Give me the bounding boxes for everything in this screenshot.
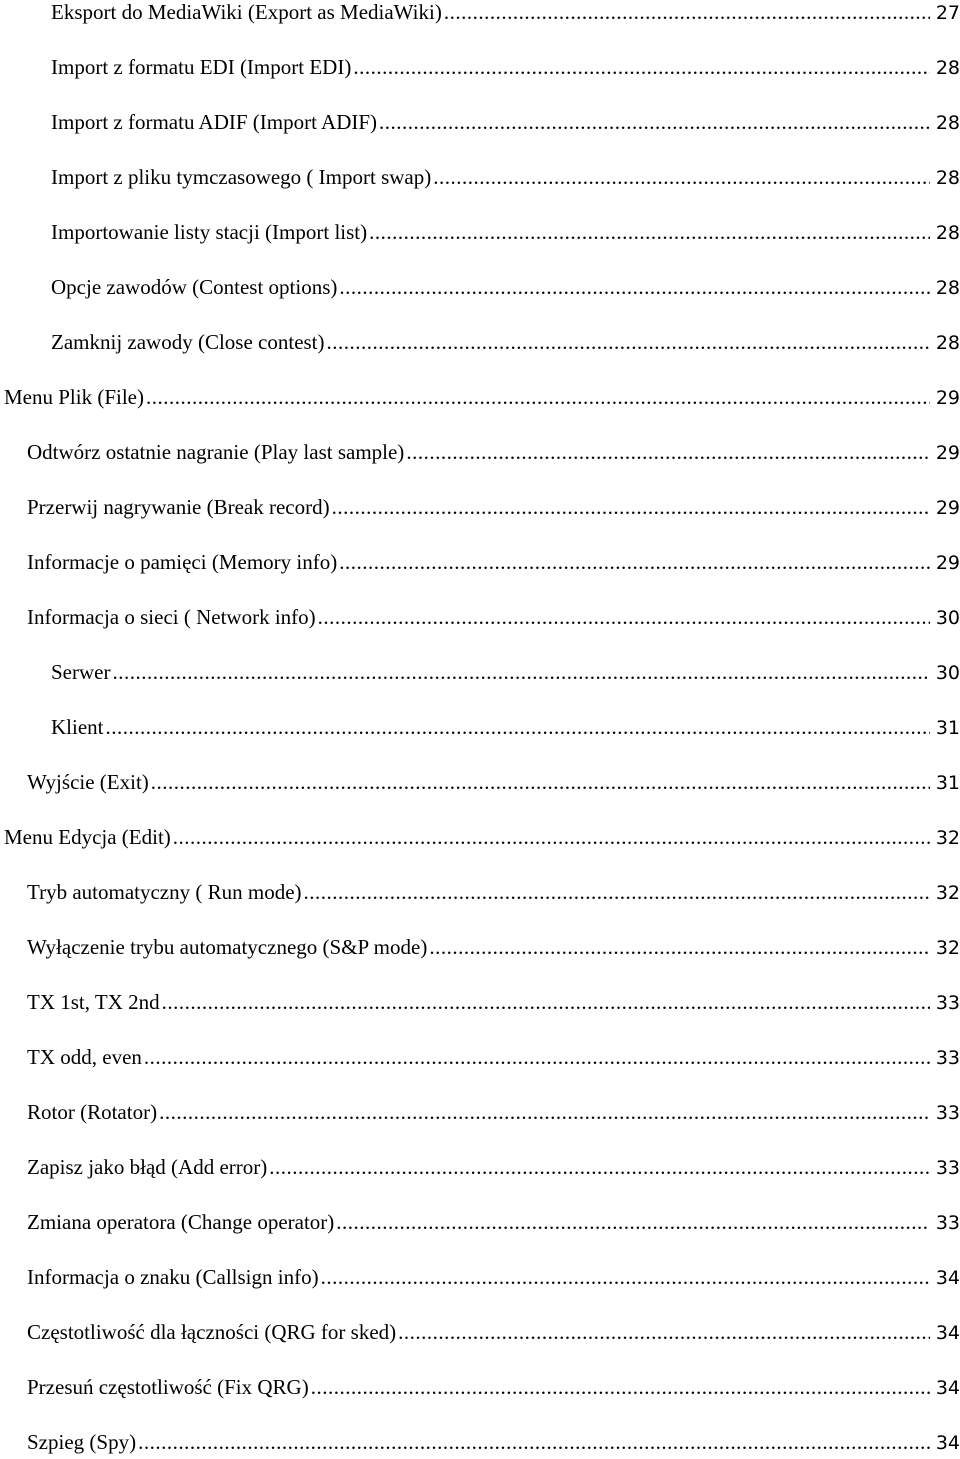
toc-entry-page: 33 (935, 992, 960, 1014)
toc-entry-title: Eksport do MediaWiki (Export as MediaWiki) (51, 0, 442, 24)
toc-dot-leader (159, 1097, 930, 1127)
toc-dot-leader (406, 437, 930, 467)
toc-dot-leader (433, 162, 930, 192)
toc-dot-leader (379, 107, 930, 137)
toc-entry[interactable] (0, 657, 960, 687)
toc-entry-page: 33 (935, 1047, 960, 1069)
toc-entry[interactable] (0, 0, 960, 27)
toc-entry-title: Serwer (51, 660, 111, 684)
toc-entry-page: 29 (935, 552, 960, 574)
toc-entry[interactable] (0, 52, 960, 82)
toc-entry-title: Opcje zawodów (Contest options) (51, 275, 338, 299)
toc-dot-leader (339, 547, 930, 577)
toc-entry-title: Wyjście (Exit) (27, 770, 149, 794)
toc-dot-leader (173, 822, 930, 852)
toc-dot-leader (138, 1427, 930, 1457)
toc-entry[interactable] (0, 1207, 960, 1237)
toc-dot-leader (318, 602, 930, 632)
toc-dot-leader (332, 492, 930, 522)
toc-entry[interactable] (0, 217, 960, 247)
toc-entry-page: 28 (935, 112, 960, 134)
toc-dot-leader (144, 1042, 930, 1072)
toc-dot-leader (353, 52, 930, 82)
toc-entry-title: Przesuń częstotliwość (Fix QRG) (27, 1375, 309, 1399)
toc-entry-page: 31 (935, 772, 960, 794)
toc-dot-leader (321, 1262, 930, 1292)
toc-dot-leader (106, 712, 931, 742)
toc-dot-leader (311, 1372, 930, 1402)
toc-entry-title: Szpieg (Spy) (27, 1430, 137, 1454)
toc-entry-page: 34 (935, 1322, 960, 1344)
toc-entry-title: Częstotliwość dla łączności (QRG for sked) (27, 1320, 397, 1344)
toc-entry-title: Informacja o sieci ( Network info) (27, 605, 316, 629)
toc-entry[interactable] (0, 437, 960, 467)
toc-entry[interactable] (0, 1262, 960, 1292)
toc-entry-page: 34 (935, 1267, 960, 1289)
toc-entry-page: 34 (935, 1432, 960, 1454)
toc-dot-leader (429, 932, 930, 962)
toc-entry-page: 32 (935, 937, 960, 959)
toc-dot-leader (369, 217, 930, 247)
toc-entry[interactable] (0, 1097, 960, 1127)
toc-entry-title: Klient (51, 715, 104, 739)
toc-entry-page: 27 (935, 2, 960, 24)
toc-entry-page: 33 (935, 1102, 960, 1124)
toc-entry[interactable] (0, 712, 960, 742)
toc-entry[interactable] (0, 162, 960, 192)
toc-dot-leader (398, 1317, 930, 1347)
toc-entry-page: 29 (935, 442, 960, 464)
toc-dot-leader (146, 382, 930, 412)
toc-dot-leader (162, 987, 930, 1017)
toc-entry[interactable] (0, 1152, 960, 1182)
toc-entry[interactable] (0, 877, 960, 907)
toc-dot-leader (112, 657, 930, 687)
toc-entry[interactable] (0, 1427, 960, 1457)
toc-entry[interactable] (0, 932, 960, 962)
toc-entry[interactable] (0, 602, 960, 632)
toc-entry-title: Import z pliku tymczasowego ( Import swap) (51, 165, 432, 189)
toc-entry[interactable] (0, 1317, 960, 1347)
toc-entry-title: Zmiana operatora (Change operator) (27, 1210, 335, 1234)
toc-entry[interactable] (0, 382, 960, 412)
toc-entry-page: 28 (935, 332, 960, 354)
toc-entry-page: 32 (935, 827, 960, 849)
toc-entry[interactable] (0, 987, 960, 1017)
toc-entry-title: TX 1st, TX 2nd (27, 990, 160, 1014)
toc-entry[interactable] (0, 767, 960, 797)
toc-entry[interactable] (0, 547, 960, 577)
toc-entry-page: 28 (935, 277, 960, 299)
toc-entry-title: Tryb automatyczny ( Run mode) (27, 880, 302, 904)
toc-entry[interactable] (0, 1372, 960, 1402)
toc-entry-title: TX odd, even (27, 1045, 142, 1069)
toc-dot-leader (269, 1152, 930, 1182)
toc-entry-page: 29 (935, 497, 960, 519)
toc-entry-title: Import z formatu EDI (Import EDI) (51, 55, 352, 79)
toc-entry[interactable] (0, 272, 960, 302)
toc-entry-page: 28 (935, 167, 960, 189)
toc-entry-page: 33 (935, 1157, 960, 1179)
toc-entry-title: Informacja o znaku (Callsign info) (27, 1265, 319, 1289)
toc-entry-page: 31 (935, 717, 960, 739)
toc-dot-leader (304, 877, 930, 907)
toc-entry-title: Rotor (Rotator) (27, 1100, 158, 1124)
toc-entry-title: Zapisz jako błąd (Add error) (27, 1155, 268, 1179)
toc-dot-leader (339, 272, 930, 302)
toc-entry-title: Menu Plik (File) (4, 385, 144, 409)
toc-entry-title: Menu Edycja (Edit) (4, 825, 171, 849)
toc-entry-page: 29 (935, 387, 960, 409)
toc-entry-page: 30 (935, 607, 960, 629)
toc-entry[interactable] (0, 107, 960, 137)
toc-entry-page: 33 (935, 1212, 960, 1234)
toc-entry[interactable] (0, 492, 960, 522)
toc-dot-leader (336, 1207, 930, 1237)
toc-entry[interactable] (0, 822, 960, 852)
toc-dot-leader (444, 0, 930, 27)
toc-entry-title: Informacje o pamięci (Memory info) (27, 550, 338, 574)
toc-entry[interactable] (0, 1042, 960, 1072)
toc-entry-title: Odtwórz ostatnie nagranie (Play last sample) (27, 440, 405, 464)
toc-entry-title: Przerwij nagrywanie (Break record) (27, 495, 330, 519)
toc-entry-page: 32 (935, 882, 960, 904)
toc-entry-page: 30 (935, 662, 960, 684)
toc-entry[interactable] (0, 327, 960, 357)
toc-entry-title: Importowanie listy stacji (Import list) (51, 220, 368, 244)
toc-entry-page: 28 (935, 57, 960, 79)
toc-entry-page: 34 (935, 1377, 960, 1399)
toc-entry-title: Zamknij zawody (Close contest) (51, 330, 325, 354)
toc-entry-page: 28 (935, 222, 960, 244)
toc-entry-title: Import z formatu ADIF (Import ADIF) (51, 110, 378, 134)
toc-entry-title: Wyłączenie trybu automatycznego (S&P mode) (27, 935, 428, 959)
toc-dot-leader (327, 327, 930, 357)
toc-dot-leader (151, 767, 930, 797)
